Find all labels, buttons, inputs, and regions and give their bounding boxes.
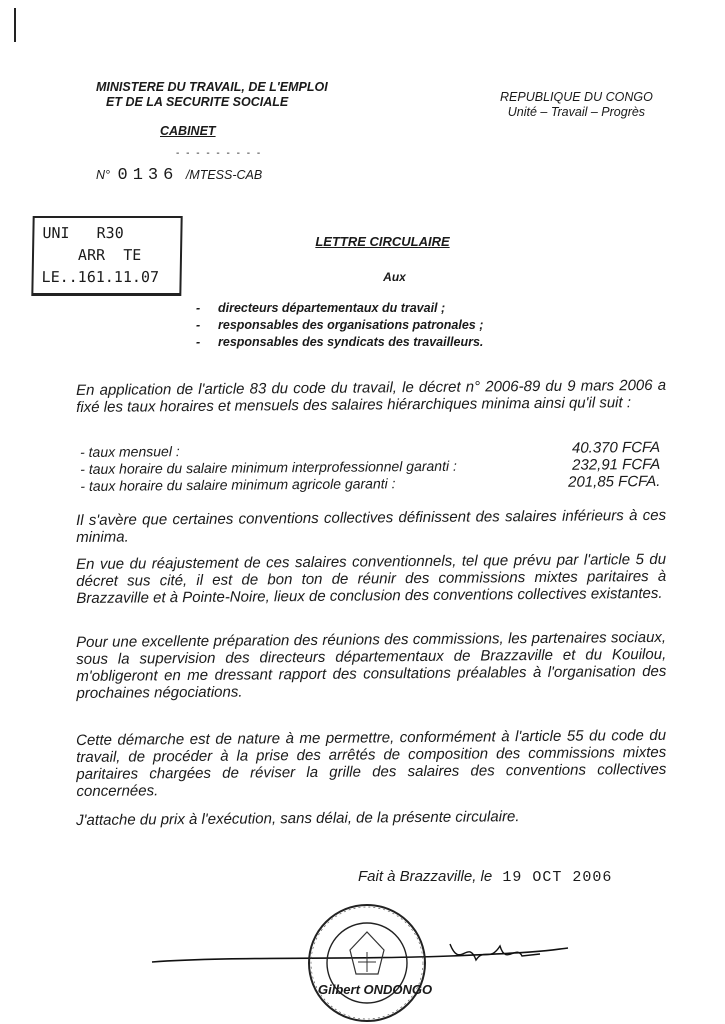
ministry-header [96, 80, 328, 110]
paragraph-2: Il s'avère que certaines conventions collectives définissent des salaires inférieurs à ces minima. [76, 506, 667, 546]
stamp-line-2: ARR TE [77, 246, 142, 264]
scan-edge-mark [14, 8, 16, 42]
cabinet-label: CABINET [160, 124, 216, 138]
stamp-line-1: UNI R30 [42, 224, 124, 242]
rate-label: - taux mensuel : [80, 443, 180, 460]
addressee-heading: Aux [383, 270, 406, 284]
ministry-line-1: MINISTERE DU TRAVAIL, DE L'EMPLOI [96, 80, 328, 94]
arrival-stamp [31, 216, 182, 296]
place-and-date [358, 868, 612, 886]
rate-value: 201,85 FCFA. [568, 472, 661, 491]
number-suffix: /MTESS-CAB [185, 168, 263, 182]
rate-label: - taux horaire du salaire minimum interprofessionnel garanti : [80, 457, 457, 477]
official-seal [306, 902, 428, 1024]
letter-title: LETTRE CIRCULAIRE [315, 234, 450, 249]
republic-motto: Unité – Travail – Progrès [507, 105, 646, 119]
republic-header [500, 90, 653, 120]
recipient-item: - responsables des organisations patronales ; [196, 318, 484, 332]
signer-name: Gilbert ONDONGO [318, 982, 433, 997]
rate-value: 232,91 FCFA [572, 455, 661, 474]
date-stamp: 19 OCT 2006 [502, 869, 613, 886]
recipient-item: - responsables des syndicats des travailleurs. [196, 335, 484, 349]
stamp-line-3: LE..161.11.07 [41, 268, 160, 286]
number-value: 0136 [117, 166, 179, 185]
place-text: Fait à Brazzaville, le [358, 868, 493, 885]
rate-value: 40.370 FCFA [571, 438, 661, 457]
rate-row [80, 473, 660, 495]
paragraph-1: En application de l'article 83 du code du travail, le décret n° 2006-89 du 9 mars 2006 a fixé les taux horaires et mensuels des salaires hiérarchiques minima ainsi qu'il suit : [76, 376, 667, 416]
paragraph-3: En vue du réajustement de ces salaires conventionnels, tel que prévu par l'article 5 du décret sus cité, il est de bon ton de réunir des commissions mixtes paritaires à Brazzaville et à Pointe-Noire, lieux de conclusion des conventions collectives existantes. [76, 550, 667, 607]
recipient-item: - directeurs départementaux du travail ; [196, 301, 446, 315]
paragraph-5: Cette démarche est de nature à me permettre, conformément à l'article 55 du code du travail, de procéder à la prise des arrêtés de composition des commissions mixtes paritaires chargées de réviser la grille des salaires des conventions collectives concernées. [76, 726, 667, 800]
rate-list [80, 439, 660, 495]
cabinet-underline: - - - - - - - - - [176, 148, 263, 159]
ministry-line-2: ET DE LA SECURITE SOCIALE [106, 95, 289, 109]
paragraph-4: Pour une excellente préparation des réunions des commissions, les partenaires sociaux, sous la supervision des directeurs départementaux de Brazzaville et du Kouilou, m'obligeront en me dressant rapport des consultations préalables à l'organisation des prochaines négociations. [76, 628, 667, 702]
republic-name: REPUBLIQUE DU CONGO [500, 90, 653, 104]
number-prefix: N° [96, 168, 111, 182]
recipient-list [196, 300, 483, 351]
paragraph-6: J'attache du prix à l'exécution, sans délai, de la présente circulaire. [76, 808, 520, 829]
reference-number [96, 166, 262, 185]
rate-label: - taux horaire du salaire minimum agricole garanti : [80, 475, 396, 494]
